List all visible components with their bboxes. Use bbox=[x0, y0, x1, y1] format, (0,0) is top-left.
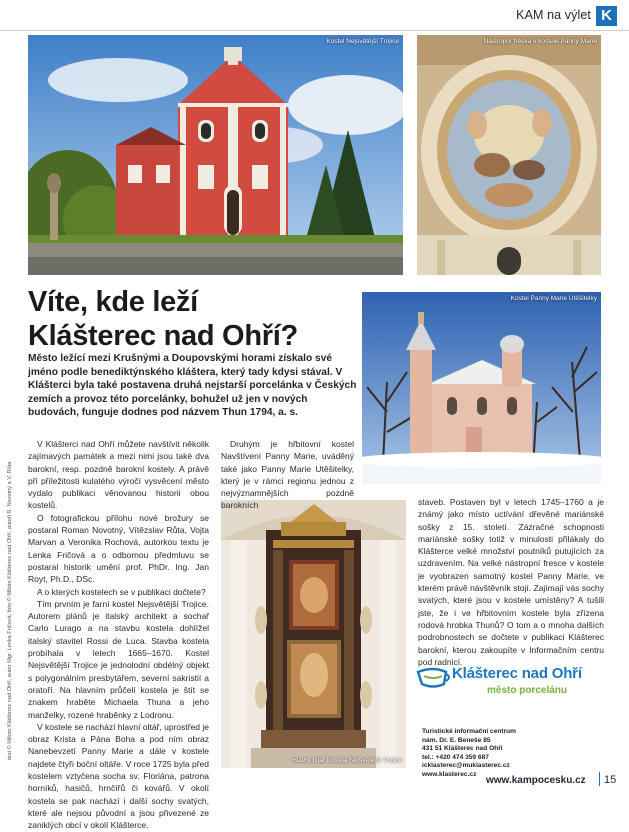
brand-name: Klášterec nad Ohří bbox=[452, 665, 582, 682]
title-line: Víte, kde leží bbox=[28, 286, 198, 318]
photo-caption: Hlavní oltář kostela Nejsvětější Trojice bbox=[292, 757, 402, 764]
header-rule bbox=[0, 30, 629, 31]
paragraph: Druhým je hřbitovní kostel Navštívení Panny Marie, uváděný také jako Panny Marie Utěšitelky, který je v rámci regionu jednou z nejvýznamnějších pozdně barokních bbox=[221, 439, 354, 511]
photo-caption: Nástropní freska v kostele Panny Marie bbox=[483, 38, 597, 45]
photo-main-altar bbox=[221, 500, 406, 768]
article-column-2 bbox=[221, 438, 354, 512]
info-web[interactable]: www.klasterec.cz bbox=[422, 770, 477, 778]
page-number: 15 bbox=[604, 774, 617, 786]
section-label: KAM na výlet bbox=[516, 8, 591, 22]
footer-url[interactable]: www.kampocesku.cz bbox=[486, 775, 586, 786]
info-name: Turistické informační centrum bbox=[422, 728, 517, 735]
photo-caption: Kostel Panny Marie Utěšitelky bbox=[510, 295, 597, 302]
brand-tagline: město porcelánu bbox=[487, 685, 568, 696]
article-column-1 bbox=[28, 438, 209, 832]
paragraph: O fotografickou přílohu nové brožury se postaral Roman Novotný, Vítězslav Růta, Vojta Marvan a Veronika Rochová, autorkou textu je Lenka Fričová a o odbornou předmluvu se postaral historik umění prof. PhDr. Ing. Jan Royt, Ph.D., DSc. bbox=[28, 512, 209, 585]
article-title bbox=[28, 285, 298, 353]
photo-church-trinity bbox=[28, 35, 403, 275]
paragraph: A o kterých kostelech se v publikaci dočtete? bbox=[37, 586, 206, 597]
info-email[interactable]: icklasterec@muklasterec.cz bbox=[422, 762, 510, 769]
footer-divider bbox=[599, 772, 600, 786]
info-center-contact bbox=[422, 728, 516, 779]
paragraph: staveb. Postaven byl v letech 1745–1760 a je známý jako místo uctívání dřevěné mariánské sošky z 15. století. Zázračné schopnosti mariánské sošky totiž v minulosti přilákaly do Klášterce velké množství poutníků putujících za uzdravením. Na velké nástropní fresce v kostele je vyobrazen samotný kostel Panny Marie, ve kterém právě návštěvník stojí. Zajímají vás sochy svatých, které jsou v kostele umístěny? A tušili jste, že i ve hřbitovním kostele byla zřízena rodová hrobka Thunů? O tom a o mnoha dalších podrobnostech se dočtete v publikaci Klášterec barokní, kterou zakoupíte v Informačním centru pod radnicí. bbox=[418, 497, 604, 667]
title-line: Klášterec nad Ohří? bbox=[28, 320, 298, 352]
photo-credit: text © Město Klášterec nad Ohří, autor Mgr. Lenka Fričová; foto © Město Klášterec nad Ohří, autoři R. Novotný a V. Růta bbox=[7, 461, 13, 760]
paragraph: V Klášterci nad Ohří můžete navštívit několik zajímavých památek a mezi nimi jsou také dva barokní, resp. pozdně barokní kostely. A právě při příležitosti kulatého výročí vysvěcení město vydalo publikaci věnovanou historii obou kostelů. bbox=[28, 439, 209, 511]
photo-ceiling-fresco bbox=[417, 35, 601, 275]
paragraph: V kostele se nachází hlavní oltář, uprostřed je obraz Krista a Pána Boha a pod ním obraz Nanebevzetí Panny Marie a dále v kostele najdete čtyři boční oltáře. V roce 1725 byla před kostelem vztyčena socha sv. Floriána, patrona horníků, hasičů, hrnčířů či kovářů. V okolí kostela se pak nachází i další sochy svatých, které ale nejsou původní a jsou přivezené ze zaniklých obcí v okolí Klášterce. bbox=[28, 721, 209, 831]
info-address: 431 51 Klášterec nad Ohří bbox=[422, 745, 503, 752]
magazine-logo: K bbox=[596, 6, 617, 26]
info-address: nám. Dr. E. Beneše 85 bbox=[422, 736, 491, 744]
paragraph: Tím prvním je farní kostel Nejsvětější Trojice. Autorem plánů je italský architekt a sochař Carlo Lurago a na stavbu kostela dohlížel italský stavitel Rossi de Luca. Stavba kostela probíhala v letech 1665–1670. Kostel Nejsvětější Trojice je jednolodní obdélný objekt s polygonálním presbytářem, severní sakristií a oratoří. Na hlavním průčelí kostela je štít se znakem hraběte Michaela Thuna a jeho manželky, rozené hraběnky z Lodronu. bbox=[28, 598, 209, 720]
article-column-3 bbox=[418, 496, 604, 668]
info-phone: tel.: +420 474 359 687 bbox=[422, 753, 489, 761]
brand-logo-icon bbox=[416, 664, 450, 690]
photo-church-mary bbox=[362, 292, 601, 484]
article-lead: Město ležící mezi Krušnými a Doupovskými horami získalo své jméno podle benediktýnského kláštera, který tady kdysi stával. V Klášterci byla také postavena druhá nejstarší porcelánka v Českých zemích a provoz této porcelánky, bohužel už jen v nových budovách, funguje dodnes pod názvem Thun 1794, a. s. bbox=[28, 353, 357, 419]
photo-caption: Kostel Nejsvětější Trojice bbox=[326, 38, 399, 45]
